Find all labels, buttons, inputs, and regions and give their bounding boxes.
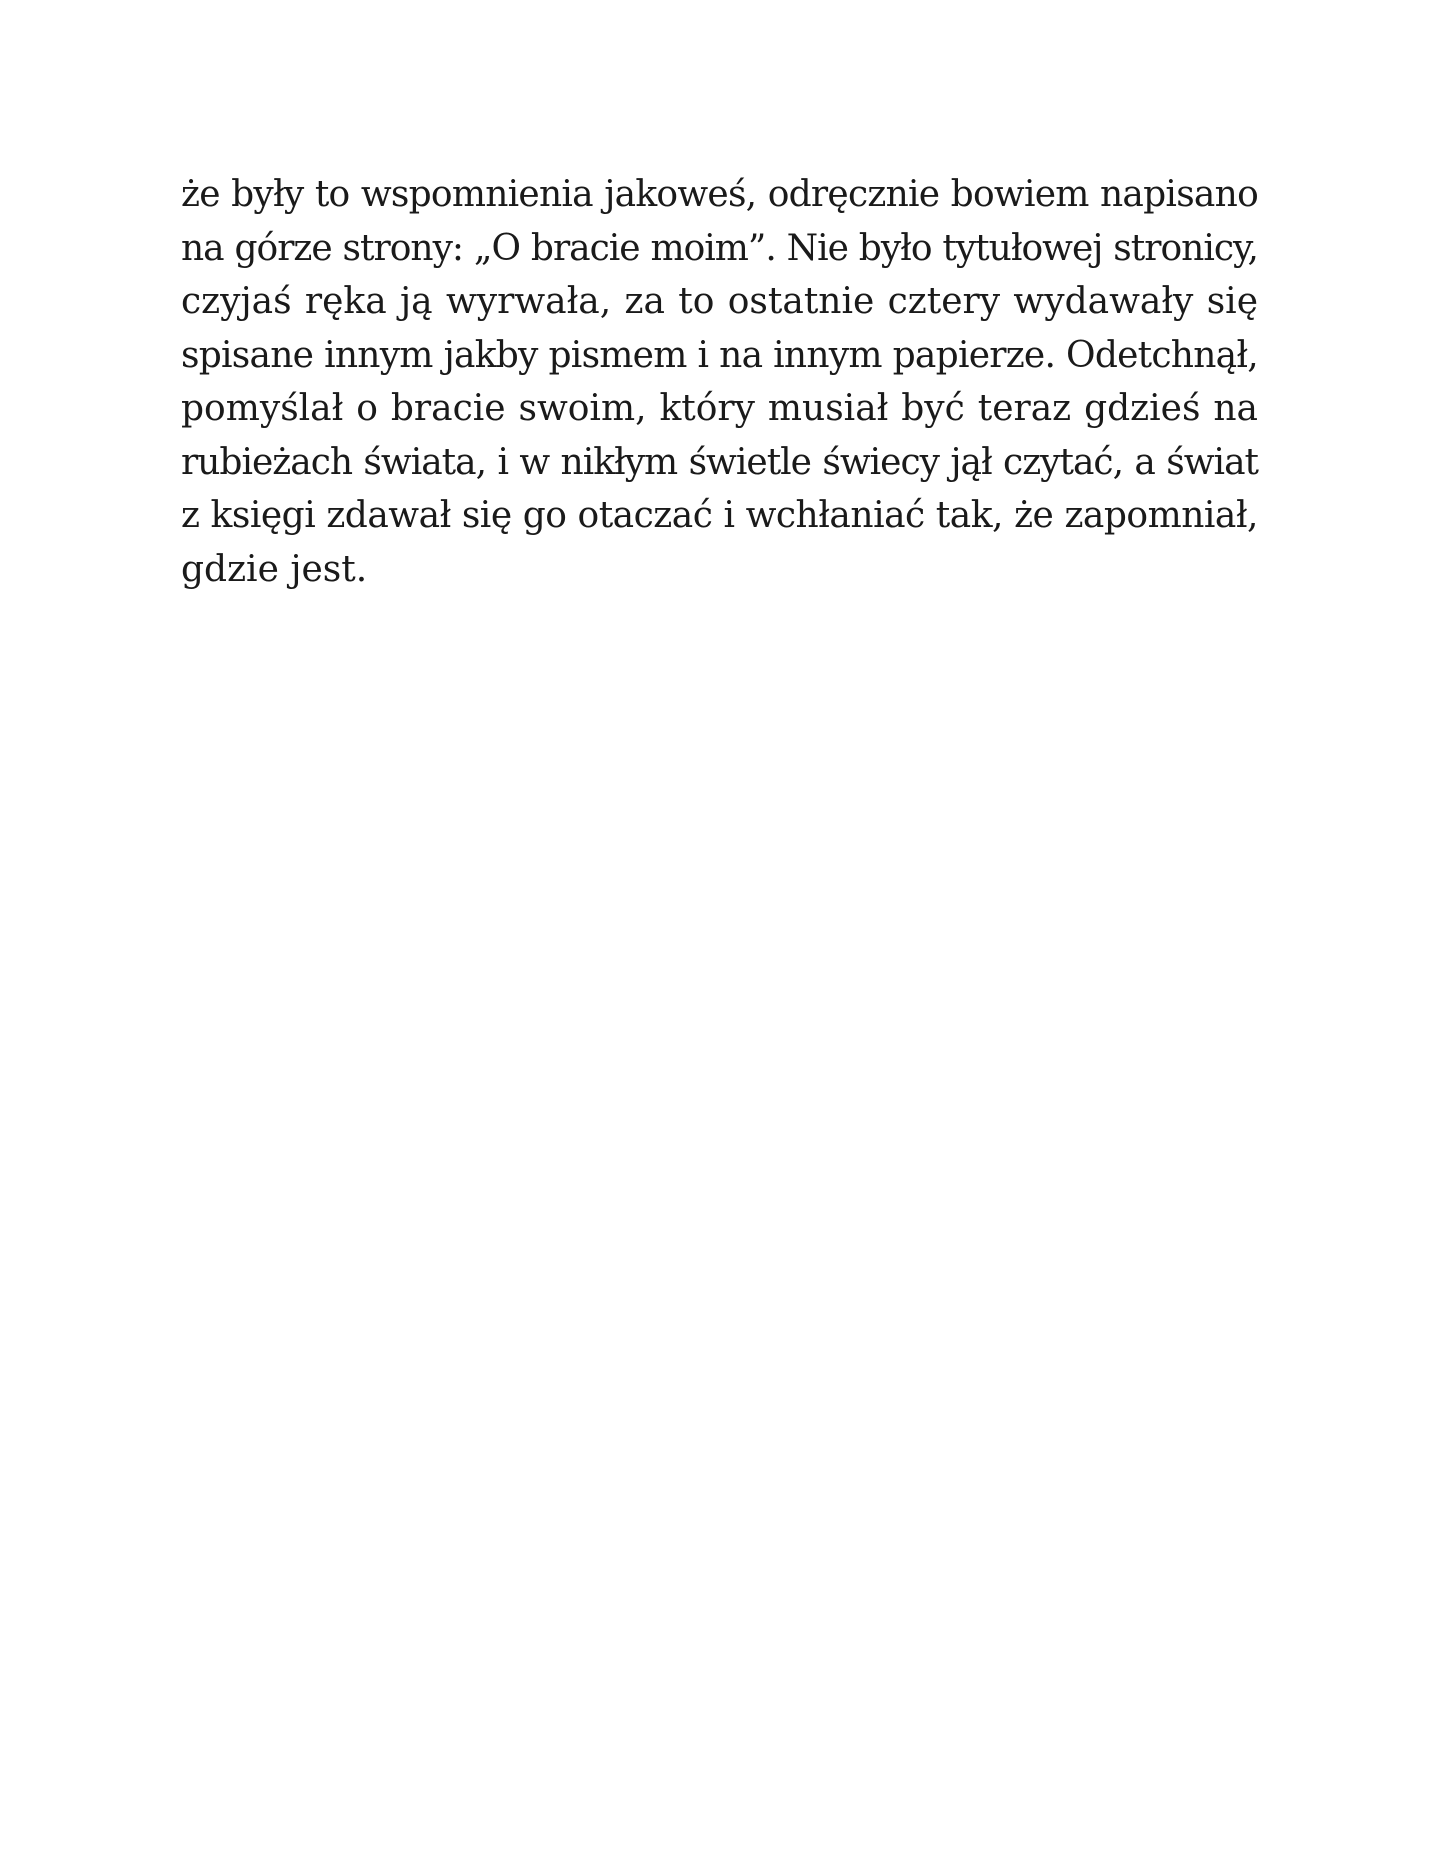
paragraph-line: na górze strony: „O bracie moim”. Nie było tytułowej stronicy, — [181, 227, 1258, 269]
body-paragraph — [181, 168, 1258, 596]
paragraph-line: rubieżach świata, i w nikłym świetle świecy jął czytać, a świat — [181, 441, 1258, 483]
paragraph-line: spisane innym jakby pismem i na innym papierze. Odetchnął, — [181, 334, 1258, 376]
paragraph-line: z księgi zdawał się go otaczać i wchłaniać tak, że zapomniał, — [181, 495, 1258, 536]
paragraph-line: że były to wspomnienia jakoweś, odręcznie bowiem napisano — [181, 174, 1258, 215]
paragraph-line-last: gdzie jest. — [181, 548, 368, 590]
paragraph-line: czyjaś ręka ją wyrwała, za to ostatnie cztery wydawały się — [181, 281, 1258, 322]
paragraph-line: pomyślał o bracie swoim, który musiał być teraz gdzieś na — [181, 388, 1258, 429]
